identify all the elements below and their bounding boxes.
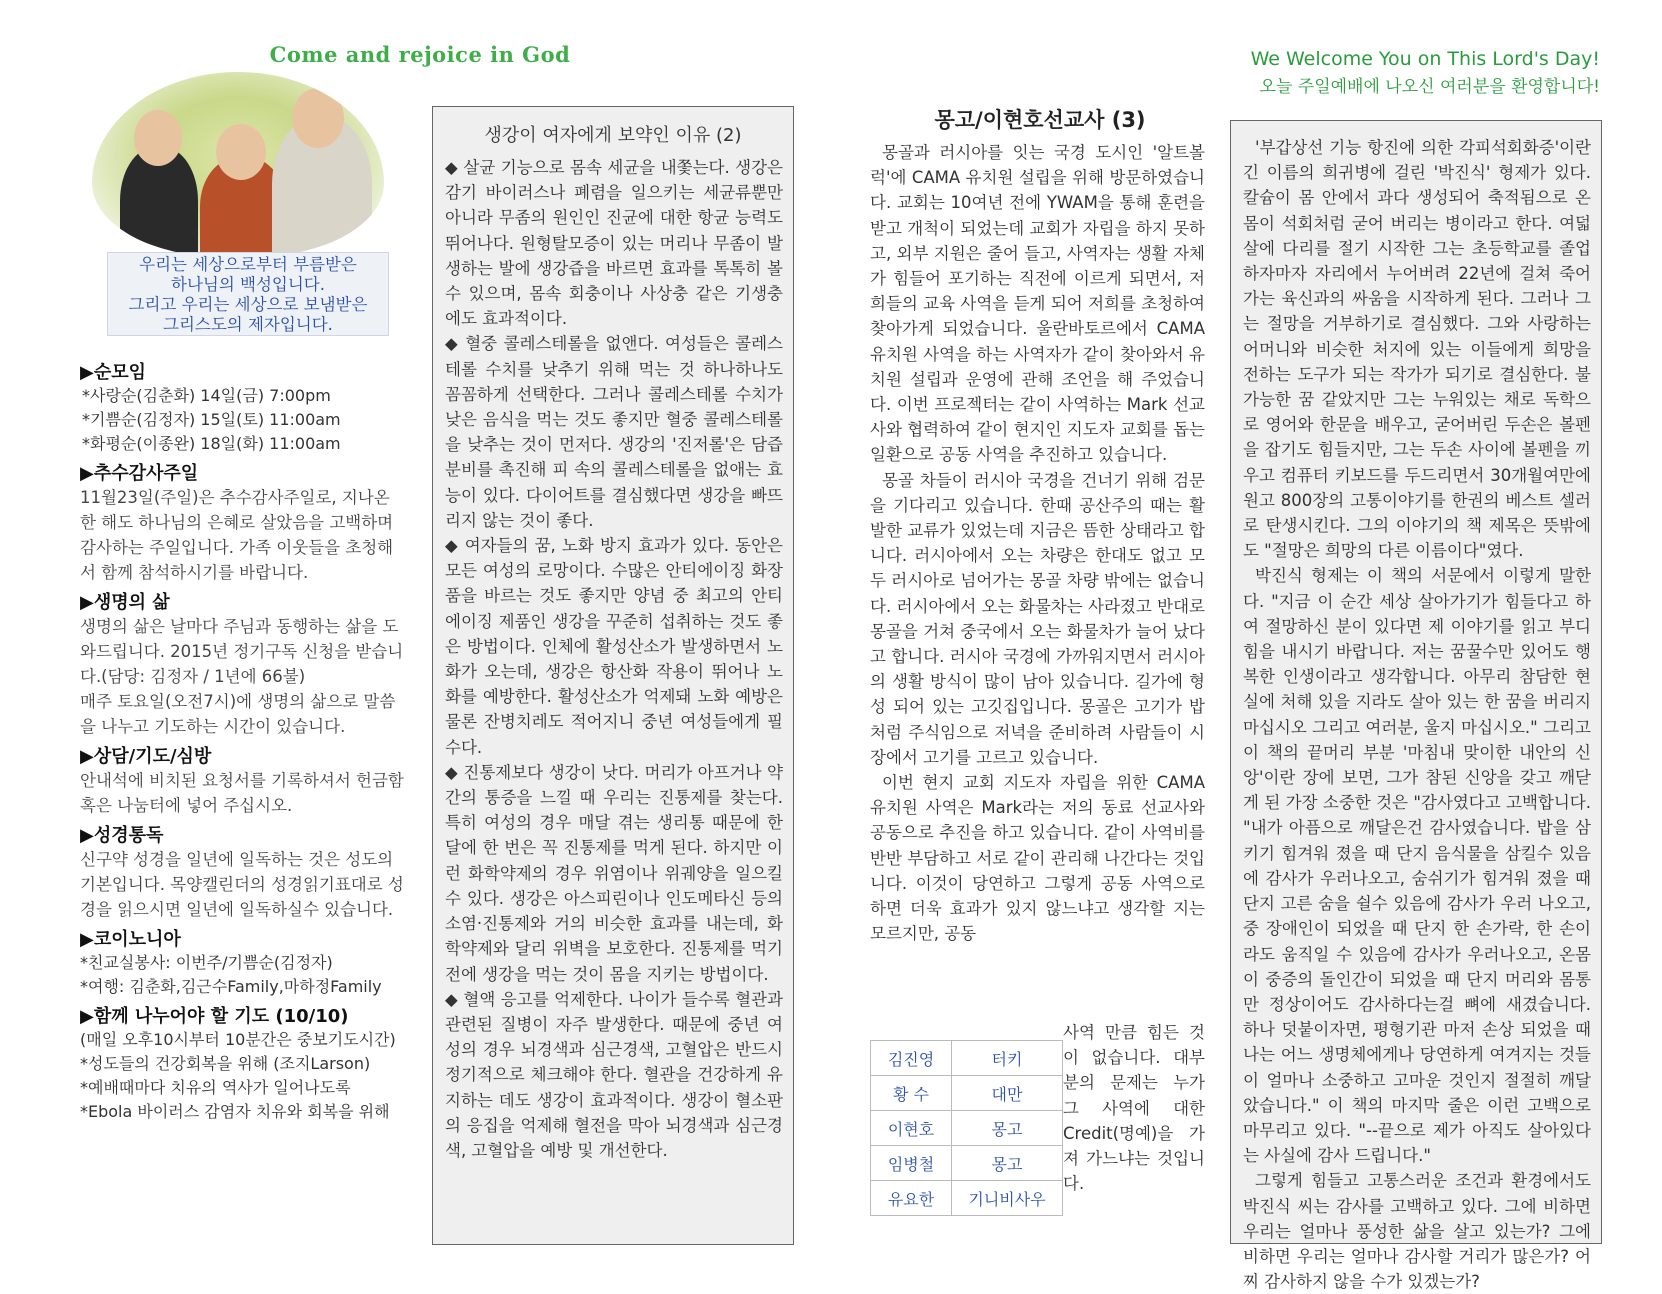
mongolia-article-tail: 사역 만큼 힘든 것이 없습니다. 대부분의 문제는 누가 그 사역에 대한 Credit(명예)을 가져 가느냐는 것입니다. — [1063, 1023, 1205, 1194]
testimony-box — [1230, 120, 1602, 1292]
table-row — [871, 1041, 1063, 1076]
section-line: 안내석에 비치된 요청서를 기록하셔서 헌금함 혹은 나눔터에 넣어 주십시오. — [80, 771, 404, 815]
section-koinonia — [80, 925, 408, 999]
table-row — [871, 1111, 1063, 1146]
photo-caption — [107, 252, 389, 336]
article-paragraph: ◆ 살균 기능으로 몸속 세균을 내쫓는다. 생강은 감기 바이러스나 폐렴을 일으키는 세균류뿐만 아니라 무좀의 원인인 진균에 대한 항균 능력도 뛰어나다. 원형탈모증이 있는 머리나 무좀이 발생하는 발에 생강즙을 바르면 효과를 톡톡히 볼 수 있으며, 몸속 회충이나 사상충 같은 기생충에도 효과적이다. — [445, 158, 783, 329]
missionary-name: 이현호 — [871, 1111, 952, 1146]
section-line: *화평순(이종완) 18일(화) 11:00am — [82, 434, 341, 453]
missionary-country: 터키 — [952, 1041, 1063, 1076]
section-line: *여행: 김춘화,김근수Family,마하정Family — [80, 977, 382, 996]
caption-line: 우리는 세상으로부터 부름받은 — [139, 255, 357, 274]
caption-line: 그리고 우리는 세상으로 보냄받은 — [128, 295, 368, 314]
article-paragraph: ◆ 혈액 응고를 억제한다. 나이가 들수록 혈관과 관련된 질병이 자주 발생한다. 때문에 중년 여성의 경우 뇌경색과 심근경색, 고혈압은 반드시 정기적으로 체크해야 한다. 혈관을 건강하게 유지하는 데도 생강이 효과적이다. 생강이 혈소판의 응집을 억제해 혈전을 막아 뇌경색과 심근경색, 고혈압을 예방 및 개선한다. — [445, 989, 783, 1160]
ginger-article-box — [432, 106, 794, 1245]
section-title: ▶생명의 삶 — [80, 592, 170, 613]
mongolia-article-title: 몽고/이현호선교사 (3) — [934, 108, 1146, 132]
section-line: *Ebola 바이러스 감염자 치유와 회복을 위해 — [80, 1102, 390, 1121]
section-small-groups — [80, 358, 408, 456]
article-paragraph: 몽골과 러시아를 잇는 국경 도시인 '알트볼럭'에 CAMA 유치원 설립을 위해 방문하였습니다. 교회는 10여년 전에 YWAM을 통해 훈련을 받고 개척이 되었는데 교회가 자립을 하지 못하고, 외부 지원은 줄어 들고, 사역자는 생활 자체가 힘들어 포기하는 직전에 이르게 되면서, 저희들의 교육 사역을 듣게 되어 저희를 초청하여 찾아가게 되었습니다. 울란바토르에서 CAMA 유치원 사역을 하는 사역자가 같이 찾아와서 유치원 설립과 운영에 관해 조언을 해 주었습니다. 이번 프로젝터는 같이 사역하는 Mark 선교사와 협력하여 같이 현지인 지도자 교회를 돕는 일환으로 공동 사역을 추진하고 있습니다. — [870, 143, 1205, 465]
section-bible-reading — [80, 821, 408, 922]
section-line: *친교실봉사: 이번주/기쁨순(김정자) — [80, 953, 333, 972]
table-row — [871, 1076, 1063, 1111]
section-title: ▶상담/기도/심방 — [80, 746, 212, 767]
caption-line: 그리스도의 제자입니다. — [163, 315, 333, 334]
section-title: ▶성경통독 — [80, 825, 164, 846]
section-line: (매일 오후10시부터 10분간은 중보기도시간) — [80, 1030, 396, 1049]
article-paragraph: ◆ 진통제보다 생강이 낫다. 머리가 아프거나 약간의 통증을 느낄 때 우리는 진통제를 찾는다. 특히 여성의 경우 매달 겪는 생리통 때문에 한 달에 한 번은 꼭 진통제를 먹게 된다. 하지만 이런 화학약제의 경우 위염이나 위궤양을 일으킬 수 있다. 생강은 아스피린이나 인도메타신 등의 소염·진통제와 거의 비슷한 효과를 내는데, 화학약제와 달리 위벽을 보호한다. 진통제를 먹기 전에 생강을 먹는 것이 몸을 지키는 방법이다. — [445, 762, 783, 984]
section-line: 생명의 삶은 날마다 주님과 동행하는 삶을 도와드립니다. 2015년 정기구독 신청을 받습니다.(담당: 김정자 / 1년에 66불) — [80, 617, 404, 686]
caption-line: 하나님의 백성입니다. — [171, 275, 325, 294]
missionary-country: 기니비사우 — [952, 1181, 1063, 1216]
section-living-life — [80, 588, 408, 739]
article-paragraph: 그렇게 힘들고 고통스러운 조건과 환경에서도 박진식 씨는 감사를 고백하고 있다. 그에 비하면 우리는 얼마나 풍성한 삶을 살고 있는가? 그에 비하면 우리는 얼마나 감사할 거리가 많은가? 어찌 감사하지 않을 수가 있겠는가? — [1243, 1171, 1591, 1292]
section-line: *기쁨순(김정자) 15일(토) 11:00am — [82, 410, 341, 429]
section-thanksgiving — [80, 459, 408, 585]
article-paragraph: 이번 현지 교회 지도자 자립을 위한 CAMA 유치원 사역은 Mark라는 저의 동료 선교사와 공동으로 추진을 하고 있습니다. 같이 사역비를 반반 부담하고 서로 같이 관리해 나간다는 것입니다. 이것이 당연하고 그렇게 공동 사역으로 하면 더욱 효과가 있지 않느냐고 생각할 지는 모르지만, 공동 — [870, 773, 1205, 944]
section-title: ▶순모임 — [80, 362, 147, 383]
welcome-korean: 오늘 주일예배에 나오신 여러분을 환영합니다! — [1259, 77, 1600, 97]
welcome-english: We Welcome You on This Lord's Day! — [1250, 48, 1600, 70]
missionary-country: 몽고 — [952, 1111, 1063, 1146]
section-line: 매주 토요일(오전7시)에 생명의 삶으로 말씀을 나누고 기도하는 시간이 있습니다. — [80, 692, 396, 736]
missionary-name: 임병철 — [871, 1146, 952, 1181]
article-paragraph: 몽골 차들이 러시아 국경을 건너기 위해 검문을 기다리고 있습니다. 한때 공산주의 때는 활발한 교류가 있었는데 지금은 뜸한 상태라고 합니다. 러시아에서 오는 차량은 한대도 없고 모두 러시아로 넘어가는 몽골 차량 밖에는 없습니다. 러시아에서 오는 화물차는 사라졌고 반대로 몽골을 거쳐 중국에서 오는 화물차가 늘어 났다고 합니다. 러시아 국경에 가까워지면서 러시아의 생활 방식이 많이 남아 있습니다. 길가에 형성 되어 있는 고깃집입니다. 몽골은 고기가 밥처럼 주식임으로 저녁을 준비하려 사람들이 시장에서 고기를 고르고 있습니다. — [870, 470, 1205, 767]
pastor-family-photo — [92, 72, 384, 257]
missionary-name: 유요한 — [871, 1181, 952, 1216]
section-prayer — [80, 1002, 408, 1124]
section-line: 11월23일(주일)은 추수감사주일로, 지나온 한 해도 하나님의 은혜로 살았음을 고백하며 감사하는 주일입니다. 가족 이웃들을 초청해서 함께 참석하시기를 바랍니다. — [80, 488, 394, 582]
mongolia-article-body — [870, 140, 1205, 947]
section-title: ▶추수감사주일 — [80, 463, 199, 484]
section-title: ▶코이노니아 — [80, 929, 181, 950]
testimony-body — [1231, 121, 1601, 1294]
ginger-article-body — [433, 155, 793, 1163]
section-line: *예배때마다 치유의 역사가 일어나도록 — [80, 1078, 351, 1097]
section-counseling — [80, 742, 408, 818]
section-line: *사랑순(김춘화) 14일(금) 7:00pm — [82, 386, 331, 405]
table-row — [871, 1181, 1063, 1216]
table-row — [871, 1146, 1063, 1181]
article-paragraph: 박진식 형제는 이 책의 서문에서 이렇게 말한다. "지금 이 순간 세상 살아가기가 힘들다고 하여 절망하신 분이 있다면 제 이야기를 읽고 부디 힘을 내시기 바랍니다. 저는 꿈꿀수만 있어도 행복한 인생이라고 생각합니다. 아무리 참담한 현실에 처해 있을 지라도 살아 있는 한 꿈을 버리지 마십시오 그리고 여러분, 울지 마십시오." 그리고 이 책의 끝머리 부분 '마침내 맞이한 내안의 신앙'이란 장에 보면, 그가 참된 신앙을 갖고 깨닫게 된 가장 소중한 것은 "감사였다고 고백합니다. "내가 아픔으로 깨달은건 감사였습니다. 밥을 삼키기 힘겨워 졌을 때 단지 음식물을 삼킬수 있음에 감사가 우러나오고, 숨쉬기가 힘겨워 졌을 때 단지 고른 숨을 쉴수 있음에 감사가 우러 나오고, 중 장애인이 되었을 때 단지 한 손가락, 한 손이라도 움직일 수 있음에 감사가 우러나오고, 온몸이 중증의 돌인간이 되었을 때 단지 머리와 몸통만 정상이어도 감사하다는걸 뼈에 새겼습니다. 하나 덧붙이자면, 평형기관 마저 손상 되었을 때 나는 어느 생명체에게나 당연하게 여겨지는 것들이 얼마나 소중하고 고마운 것인지 절절히 깨달았습니다." 이 책의 마지막 줄은 이런 고백으로 마무리고 있다. "--끝으로 제가 아직도 살아있다는 사실에 감사 드립니다." — [1243, 566, 1591, 1166]
ginger-article-title: 생강이 여자에게 보약인 이유 (2) — [484, 125, 742, 146]
missionary-name: 황 수 — [871, 1076, 952, 1111]
announcements — [80, 358, 408, 1124]
missionary-name: 김진영 — [871, 1041, 952, 1076]
article-paragraph: ◆ 여자들의 꿈, 노화 방지 효과가 있다. 동안은 모든 여성의 로망이다. 수많은 안티에이징 화장품을 바르는 것도 좋지만 양념 중 최고의 안티에이징 제품인 생강을 꾸준히 섭취하는 것도 좋은 방법이다. 인체에 활성산소가 발생하면서 노화가 오는데, 생강은 항산화 작용이 뛰어나 노화를 예방한다. 활성산소가 억제돼 노화 예방은 물론 잔병치레도 적어지니 중년 여성들에게 필수다. — [445, 536, 783, 757]
missionary-country: 대만 — [952, 1076, 1063, 1111]
section-line: 신구약 성경을 일년에 일독하는 것은 성도의 기본입니다. 목양캘린더의 성경읽기표대로 성경을 읽으시면 일년에 일독하실수 있습니다. — [80, 850, 404, 919]
article-paragraph: '부갑상선 기능 항진에 의한 각피석회화증'이란 긴 이름의 희귀병에 걸린 '박진식' 형제가 있다. 칼슘이 몸 안에서 과다 생성되어 축적됨으로 온몸이 석회처럼 굳어 버리는 병이라고 한다. 여덟살에 다리를 절기 시작한 그는 초등학교를 졸업하자마자 자리에서 누어버려 22년에 걸쳐 죽어가는 육신과의 싸움을 시작하게 된다. 그러나 그는 절망을 거부하기로 결심했다. 그와 사랑하는 어머니와 비슷한 처지에 있는 이들에게 희망을 전하는 도구가 되는 작가가 되기로 결심한다. 불가능한 꿈 같았지만 그는 누워있는 채로 독학으로 영어와 한문을 배우고, 굳어버린 두손은 볼펜을 잡기도 힘들지만, 그는 두손 사이에 볼펜을 끼우고 컴퓨터 키보드를 두드리면서 30개월여만에 원고 800장의 고통이야기를 한권의 베스트 셀러로 탄생시킨다. 그의 이야기의 책 제목은 뜻밖에도 "절망은 희망의 다른 이름이다"였다. — [1243, 138, 1591, 561]
section-line: *성도들의 건강회복을 위해 (조지Larson) — [80, 1054, 371, 1073]
page-tagline: Come and rejoice in God — [269, 42, 571, 67]
article-paragraph: ◆ 혈중 콜레스테롤을 없앤다. 여성들은 콜레스테롤 수치를 낮추기 위해 먹는 것 하나하나도 꼼꼼하게 선택한다. 그러나 콜레스테롤 수치가 낮은 음식을 먹는 것도 좋지만 혈중 콜레스테롤을 낮추는 것이 먼저다. 생강의 '진저롤'은 담즙 분비를 촉진해 피 속의 콜레스테롤을 없애는 효능이 있다. 다이어트를 결심했다면 생강을 빠뜨리지 않는 것이 좋다. — [445, 334, 783, 530]
section-title: ▶함께 나누어야 할 기도 (10/10) — [80, 1006, 349, 1027]
missionary-country: 몽고 — [952, 1146, 1063, 1181]
missionary-table — [870, 1040, 1063, 1216]
